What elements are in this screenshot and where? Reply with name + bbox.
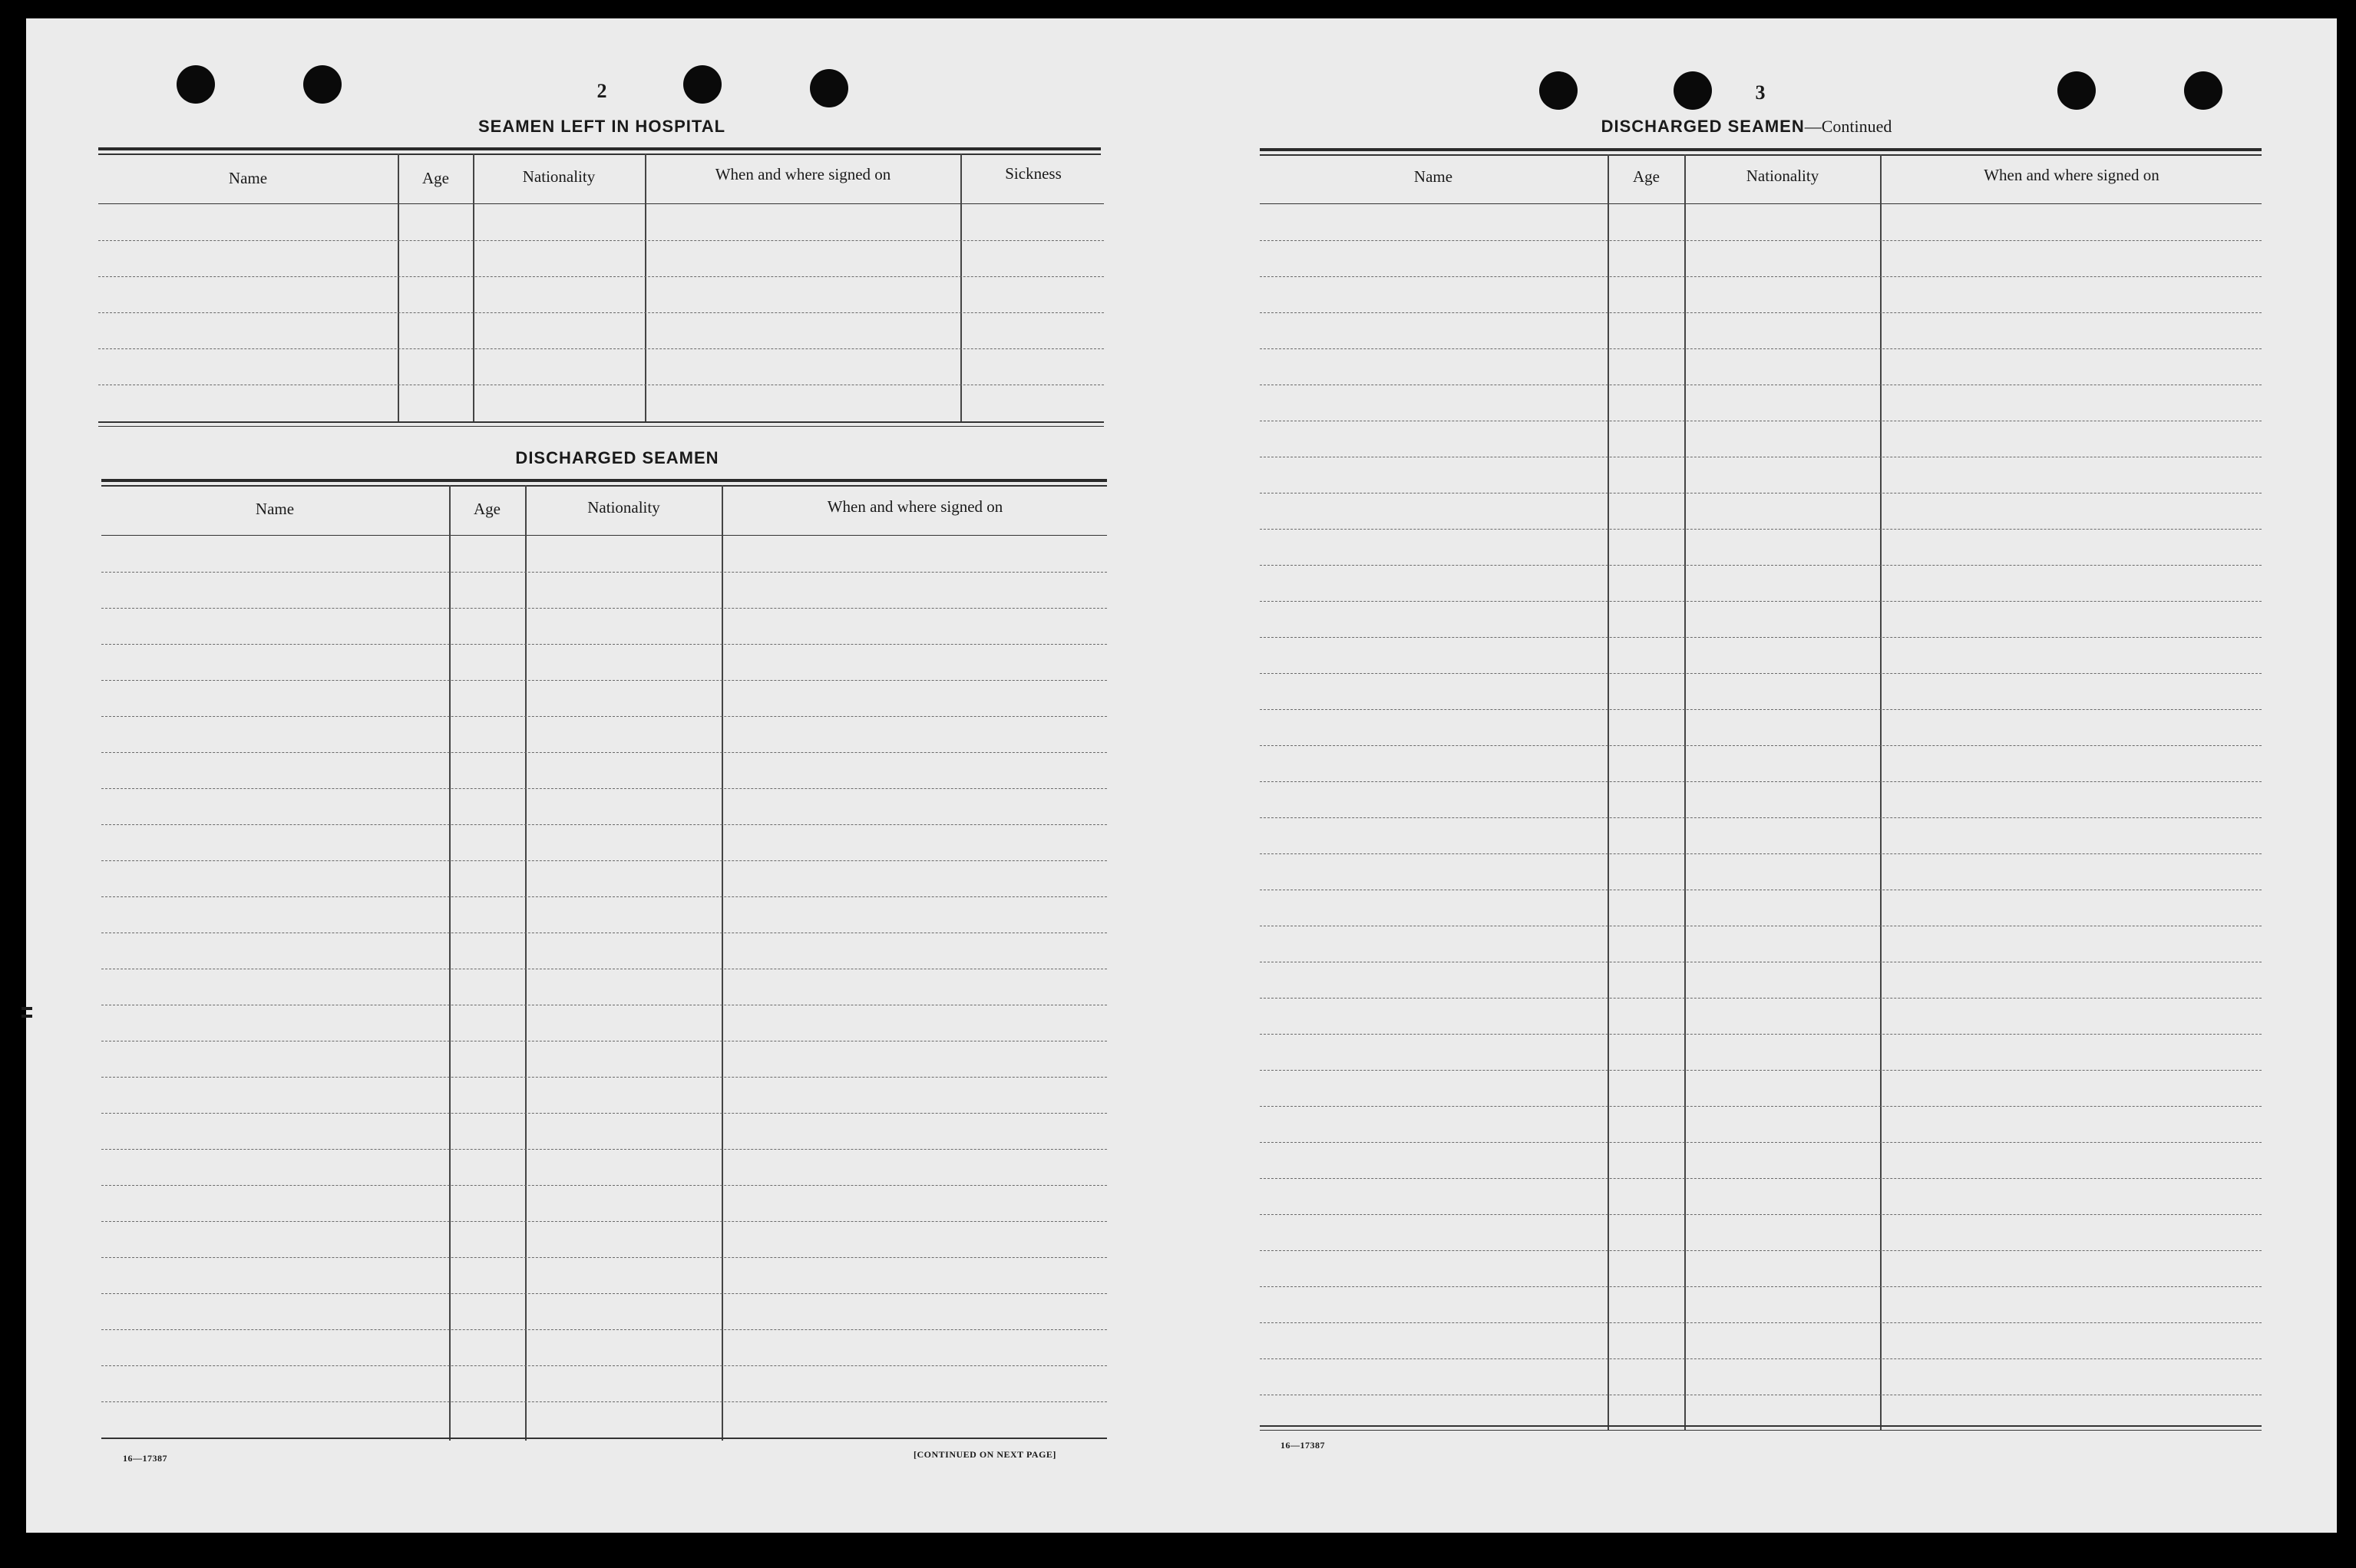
- hospital-section-title: SEAMEN LEFT IN HOSPITAL: [477, 117, 726, 136]
- discharged-row-line: [101, 572, 1107, 573]
- discharged-row-line: [101, 1113, 1107, 1114]
- continued-row-line: [1260, 1178, 2262, 1179]
- continued-row-line: [1260, 673, 2262, 674]
- discharged-row-line: [101, 1077, 1107, 1078]
- hospital-col-sickness: Sickness: [1005, 164, 1062, 183]
- continued-row-line: [1260, 601, 2262, 602]
- continued-row-line: [1260, 529, 2262, 530]
- punch-hole: [2184, 71, 2222, 110]
- discharged-section-title: DISCHARGED SEAMEN: [515, 448, 719, 467]
- hospital-col-signed-on: When and where signed on: [715, 165, 891, 183]
- hospital-table-bottom-rule: [98, 421, 1104, 423]
- hospital-col-name: Name: [228, 169, 268, 187]
- continued-row-line: [1260, 745, 2262, 746]
- punch-hole: [177, 65, 215, 104]
- discharged-row-line: [101, 1329, 1107, 1330]
- continued-row-line: [1260, 781, 2262, 782]
- edge-mark: [21, 1015, 32, 1018]
- continued-row-line: [1260, 637, 2262, 638]
- continued-row-line: [1260, 1286, 2262, 1287]
- continued-header-rule: [1260, 203, 2262, 204]
- continued-col-signed-on: When and where signed on: [1984, 166, 2159, 184]
- discharged-continued-title-suffix: —Continued: [1804, 117, 1892, 136]
- discharged-row-line: [101, 896, 1107, 897]
- discharged-table-top-rule: [101, 485, 1107, 487]
- discharged-row-line: [101, 1401, 1107, 1402]
- hospital-col-nationality: Nationality: [522, 167, 596, 186]
- hospital-column-divider: [645, 153, 646, 422]
- hospital-col-age: Age: [422, 169, 449, 187]
- page-number-left: 2: [596, 80, 607, 102]
- form-number-left: 16—17387: [123, 1453, 167, 1464]
- continued-table-bottom-rule: [1260, 1430, 2262, 1431]
- discharged-row-line: [101, 644, 1107, 645]
- discharged-row-line: [101, 1257, 1107, 1258]
- punch-hole: [1539, 71, 1578, 110]
- continued-row-line: [1260, 240, 2262, 241]
- discharged-row-line: [101, 1149, 1107, 1150]
- hospital-column-divider: [398, 153, 399, 422]
- hospital-table-top-rule: [98, 153, 1101, 155]
- discharged-row-line: [101, 1221, 1107, 1222]
- discharged-row-line: [101, 860, 1107, 861]
- continued-row-line: [1260, 709, 2262, 710]
- hospital-column-divider: [960, 153, 962, 422]
- hospital-row-line: [98, 240, 1104, 241]
- discharged-table-top-rule: [101, 479, 1107, 482]
- continued-row-line: [1260, 493, 2262, 494]
- page-number-right: 3: [1755, 81, 1766, 104]
- continued-row-line: [1260, 1106, 2262, 1107]
- continued-row-line: [1260, 1322, 2262, 1323]
- continued-column-divider: [1608, 154, 1609, 1430]
- discharged-table-bottom-rule: [101, 1438, 1107, 1439]
- continued-row-line: [1260, 817, 2262, 818]
- continued-col-nationality: Nationality: [1746, 167, 1819, 185]
- continued-row-line: [1260, 853, 2262, 854]
- discharged-col-signed-on: When and where signed on: [827, 497, 1003, 516]
- punch-hole: [303, 65, 342, 104]
- discharged-continued-title: [1601, 117, 1892, 137]
- discharged-row-line: [101, 752, 1107, 753]
- punch-hole: [683, 65, 722, 104]
- discharged-row-line: [101, 824, 1107, 825]
- form-sheet: [26, 18, 2337, 1533]
- continued-row-line: [1260, 1070, 2262, 1071]
- discharged-col-age: Age: [474, 500, 501, 518]
- punch-hole: [1674, 71, 1712, 110]
- hospital-column-divider: [473, 153, 474, 422]
- continued-row-line: [1260, 1034, 2262, 1035]
- continued-row-line: [1260, 1214, 2262, 1215]
- discharged-row-line: [101, 716, 1107, 717]
- continued-row-line: [1260, 998, 2262, 999]
- continued-row-line: [1260, 1250, 2262, 1251]
- discharged-col-name: Name: [255, 500, 295, 518]
- continued-row-line: [1260, 276, 2262, 277]
- continued-column-divider: [1880, 154, 1882, 1430]
- discharged-header-rule: [101, 535, 1107, 536]
- hospital-header-rule: [98, 203, 1104, 204]
- discharged-row-line: [101, 788, 1107, 789]
- continued-note: [CONTINUED ON NEXT PAGE]: [914, 1449, 1056, 1460]
- punch-hole: [2057, 71, 2096, 110]
- discharged-continued-title-main: DISCHARGED SEAMEN: [1601, 117, 1805, 136]
- continued-row-line: [1260, 1358, 2262, 1359]
- discharged-row-line: [101, 608, 1107, 609]
- discharged-column-divider: [449, 485, 451, 1441]
- edge-mark: [21, 1007, 32, 1010]
- continued-row-line: [1260, 565, 2262, 566]
- discharged-column-divider: [525, 485, 527, 1441]
- hospital-row-line: [98, 276, 1104, 277]
- continued-row-line: [1260, 348, 2262, 349]
- discharged-column-divider: [722, 485, 723, 1441]
- continued-col-name: Name: [1413, 167, 1453, 186]
- form-number-right: 16—17387: [1280, 1440, 1325, 1451]
- discharged-row-line: [101, 680, 1107, 681]
- discharged-col-nationality: Nationality: [587, 498, 660, 517]
- continued-table-top-rule: [1260, 148, 2262, 151]
- hospital-table-bottom-rule: [98, 426, 1104, 427]
- hospital-table-top-rule: [98, 147, 1101, 150]
- continued-column-divider: [1684, 154, 1686, 1430]
- continued-row-line: [1260, 312, 2262, 313]
- continued-col-age: Age: [1633, 167, 1660, 186]
- hospital-row-line: [98, 312, 1104, 313]
- discharged-row-line: [101, 1185, 1107, 1186]
- punch-hole: [810, 69, 848, 107]
- discharged-row-line: [101, 1293, 1107, 1294]
- continued-table-top-rule: [1260, 154, 2262, 156]
- continued-table-bottom-rule: [1260, 1425, 2262, 1427]
- discharged-row-line: [101, 1365, 1107, 1366]
- continued-row-line: [1260, 1142, 2262, 1143]
- hospital-row-line: [98, 348, 1104, 349]
